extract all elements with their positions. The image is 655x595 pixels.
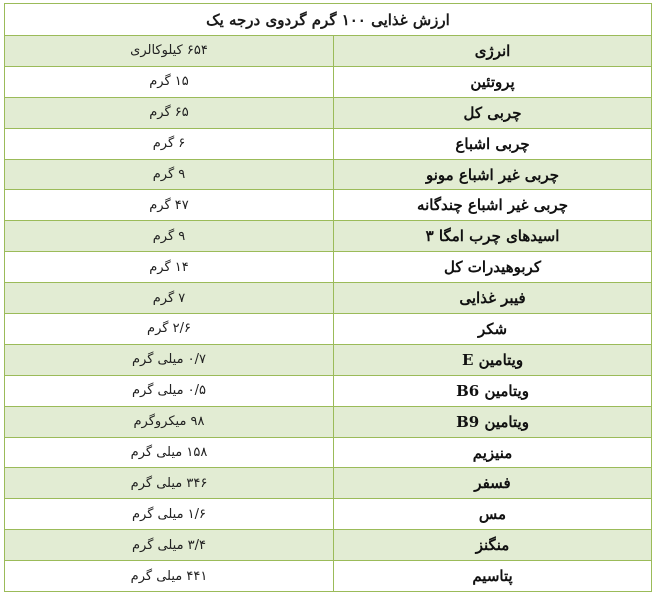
nutrient-value: ۷ گرم xyxy=(5,283,334,314)
table-row xyxy=(5,252,652,283)
nutrient-name: منگنز xyxy=(334,530,652,561)
nutrient-name: مس xyxy=(334,499,652,530)
table-row xyxy=(5,530,652,561)
nutrition-table-container xyxy=(4,3,651,592)
table-row xyxy=(5,561,652,592)
nutrient-name: چربی غیر اشباع چندگانه xyxy=(334,190,652,221)
nutrient-name: ویتامین E xyxy=(334,344,652,375)
nutrient-name: فیبر غذایی xyxy=(334,283,652,314)
table-row xyxy=(5,36,652,67)
nutrient-value: ۱/۶ میلی گرم xyxy=(5,499,334,530)
nutrient-value: ۹ گرم xyxy=(5,159,334,190)
nutrient-value: ۳۴۶ میلی گرم xyxy=(5,468,334,499)
table-row xyxy=(5,468,652,499)
nutrition-table xyxy=(4,3,652,592)
table-row xyxy=(5,314,652,345)
nutrient-name: چربی غیر اشباع مونو xyxy=(334,159,652,190)
nutrient-value: ۲/۶ گرم xyxy=(5,314,334,345)
table-row xyxy=(5,190,652,221)
nutrient-name: پروتئین xyxy=(334,66,652,97)
nutrient-value: ۱۵ گرم xyxy=(5,66,334,97)
nutrient-value: ۶ گرم xyxy=(5,128,334,159)
table-body xyxy=(5,36,652,592)
nutrient-value: ۳/۴ میلی گرم xyxy=(5,530,334,561)
table-row xyxy=(5,406,652,437)
nutrient-name: ویتامین B9 xyxy=(334,406,652,437)
table-row xyxy=(5,437,652,468)
nutrient-name: ویتامین B6 xyxy=(334,375,652,406)
nutrient-name: پتاسیم xyxy=(334,561,652,592)
table-title: ارزش غذایی ۱۰۰ گرم گردوی درجه یک xyxy=(5,4,652,36)
table-row xyxy=(5,499,652,530)
nutrient-value: ۹۸ میکروگرم xyxy=(5,406,334,437)
table-row xyxy=(5,66,652,97)
nutrient-name: منیزیم xyxy=(334,437,652,468)
nutrient-name: چربی اشباع xyxy=(334,128,652,159)
table-row xyxy=(5,344,652,375)
nutrient-name: چربی کل xyxy=(334,97,652,128)
nutrient-value: ۱۴ گرم xyxy=(5,252,334,283)
nutrient-name: اسیدهای چرب امگا ۳ xyxy=(334,221,652,252)
nutrient-name: شکر xyxy=(334,314,652,345)
table-title-row xyxy=(5,4,652,36)
nutrient-value: ۶۵ گرم xyxy=(5,97,334,128)
nutrient-value: ۱۵۸ میلی گرم xyxy=(5,437,334,468)
nutrient-name: کربوهیدرات کل xyxy=(334,252,652,283)
table-row xyxy=(5,159,652,190)
nutrient-name: فسفر xyxy=(334,468,652,499)
table-row xyxy=(5,221,652,252)
table-row xyxy=(5,97,652,128)
nutrient-value: ۰/۷ میلی گرم xyxy=(5,344,334,375)
nutrient-value: ۶۵۴ کیلوکالری xyxy=(5,36,334,67)
table-row xyxy=(5,375,652,406)
nutrient-value: ۴۷ گرم xyxy=(5,190,334,221)
nutrient-name: انرژی xyxy=(334,36,652,67)
table-row xyxy=(5,283,652,314)
nutrient-value: ۰/۵ میلی گرم xyxy=(5,375,334,406)
nutrient-value: ۴۴۱ میلی گرم xyxy=(5,561,334,592)
table-row xyxy=(5,128,652,159)
nutrient-value: ۹ گرم xyxy=(5,221,334,252)
